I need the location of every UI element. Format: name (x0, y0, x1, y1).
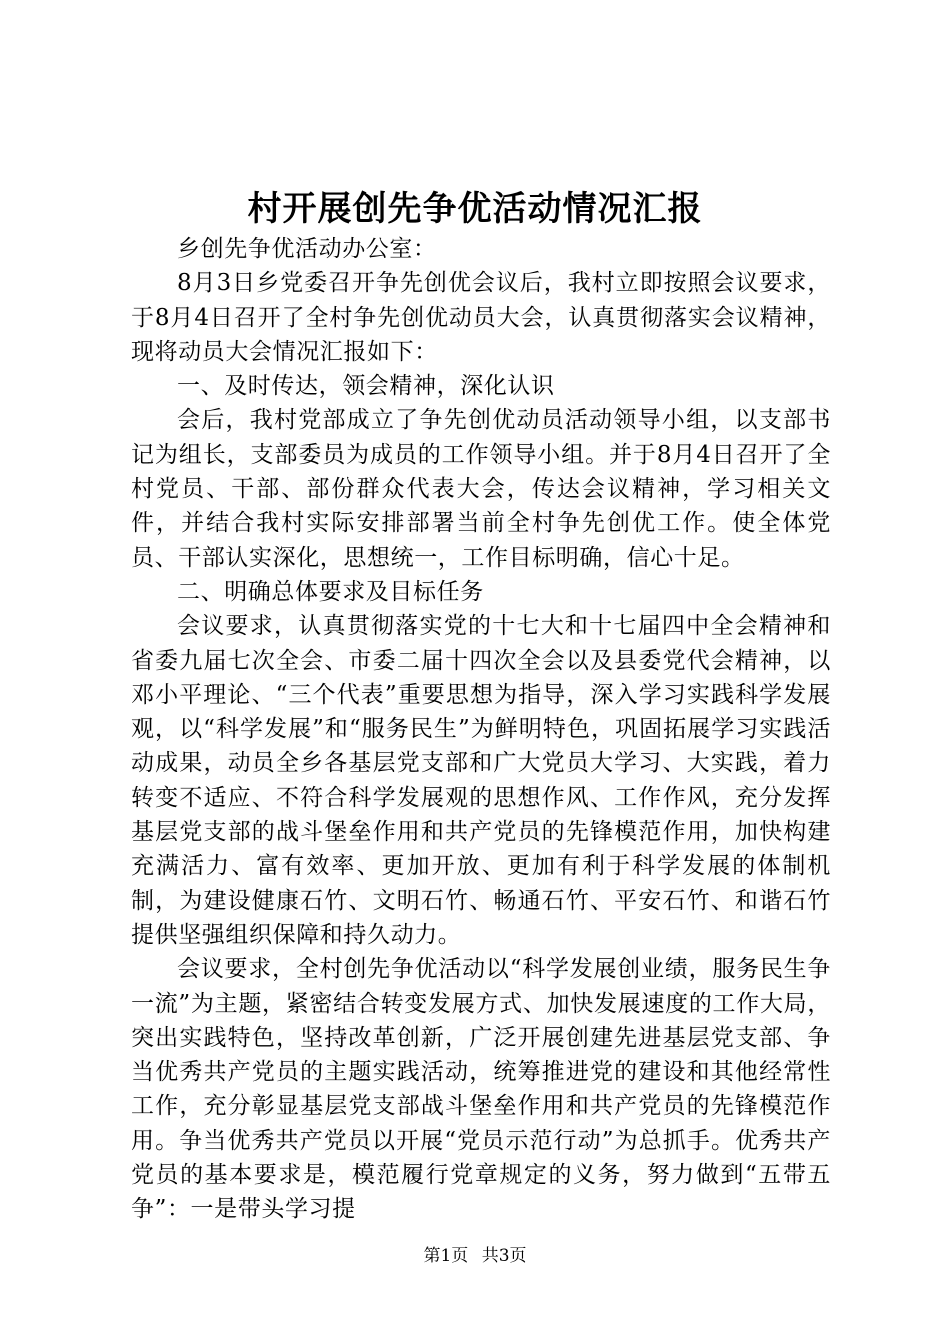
section-heading-1: 一、及时传达，领会精神，深化认识 (177, 373, 555, 400)
section-heading-2: 二、明确总体要求及目标任务 (177, 578, 484, 605)
document-title: 村开展创先争优活动情况汇报 (247, 189, 703, 229)
page-number: 第1页 (423, 1246, 469, 1266)
paragraph-intro: 8月3日乡党委召开争先创优会议后，我村立即按照会议要求，于8月4日召开了全村争先创优动员大会，认真贯彻落实会议精神，现将动员大会情况汇报如下： (131, 270, 831, 365)
paragraph-section-2a: 会议要求，认真贯彻落实党的十七大和十七届四中全会精神和省委九届七次全会、市委二届十四次全会以及县委党代会精神，以邓小平理论、“三个代表”重要思想为指导，深入学习实践科学发展观，以“科学发展”和“服务民生”为鲜明特色，巩固拓展学习实践活动成果，动员全乡各基层党支部和广大党员大学习、大实践，着力转变不适应、不符合科学发展观的思想作风、工作作风，充分发挥基层党支部的战斗堡垒作用和共产党员的先锋模范作用，加快构建充满活力、富有效率、更加开放、更加有利于科学发展的体制机制，为建设健康石竹、文明石竹、畅通石竹、平安石竹、和谐石竹提供坚强组织保障和持久动力。 (131, 613, 831, 948)
page-total: 共3页 (481, 1246, 527, 1266)
paragraph-section-2b: 会议要求，全村创先争优活动以“科学发展创业绩，服务民生争一流”为主题，紧密结合转变发展方式、加快发展速度的工作大局，突出实践特色，坚持改革创新，广泛开展创建先进基层党支部、争当优秀共产党员的主题实践活动，统筹推进党的建设和其他经常性工作，充分彰显基层党支部战斗堡垒作用和共产党员的先锋模范作用。争当优秀共产党员以开展“党员示范行动”为总抓手。优秀共产党员的基本要求是，模范履行党章规定的义务，努力做到“五带五争”：一是带头学习提 (131, 956, 831, 1223)
document-body (131, 232, 831, 1227)
paragraph-section-1: 会后，我村党部成立了争先创优动员活动领导小组，以支部书记为组长，支部委员为成员的工作领导小组。并于8月4日召开了全村党员、干部、部份群众代表大会，传达会议精神，学习相关文件，并结合我村实际安排部署当前全村争先创优工作。使全体党员、干部认实深化，思想统一，工作目标明确，信心十足。 (131, 407, 831, 571)
page-footer (0, 1244, 950, 1268)
paragraph-salutation: 乡创先争优活动办公室： (177, 236, 437, 262)
